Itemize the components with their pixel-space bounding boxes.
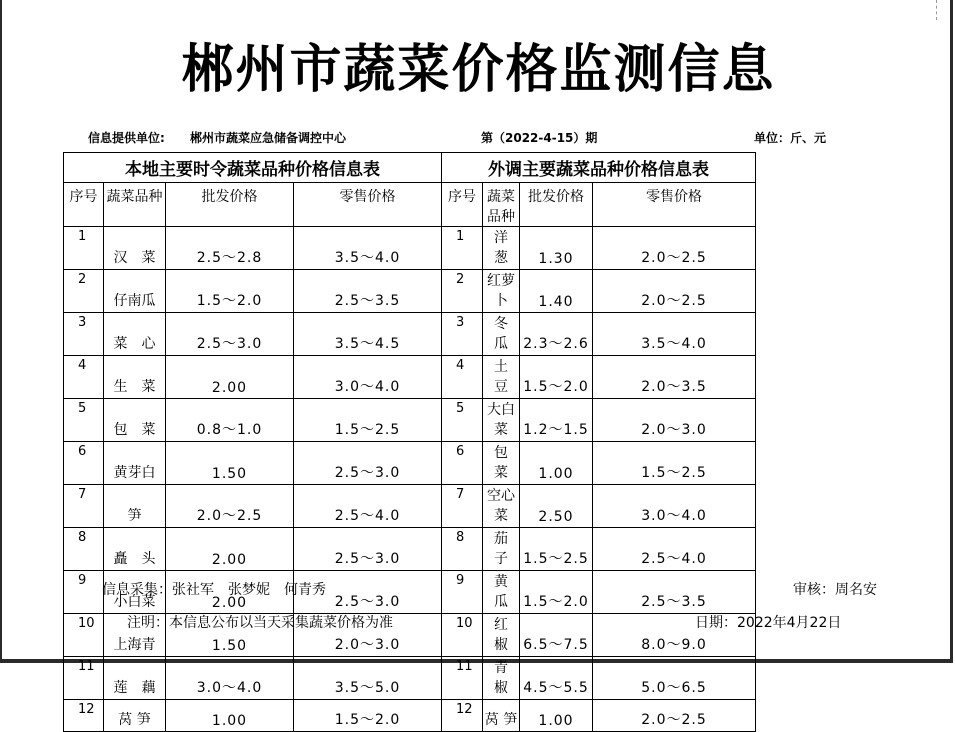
local-vegetable-name: 莴 笋 (104, 700, 166, 732)
external-retail-price: 2.5～3.5 (593, 571, 756, 614)
external-row-number: 5 (442, 399, 483, 442)
local-wholesale-price: 2.00 (166, 356, 294, 399)
local-vegetable-name: 菜 心 (104, 313, 166, 356)
external-row-number: 4 (442, 356, 483, 399)
external-table-title: 外调主要蔬菜品种价格信息表 (442, 153, 756, 183)
local-retail-price: 2.5～3.0 (294, 442, 442, 485)
local-row-number: 2 (64, 270, 104, 313)
external-wholesale-price: 1.40 (520, 270, 593, 313)
external-wholesale-price: 1.30 (520, 227, 593, 270)
note-line: 注明：本信息公布以当天采集蔬菜价格为准 (127, 615, 393, 631)
local-wholesale-price: 2.0～2.5 (166, 485, 294, 528)
external-row-number: 11 (442, 657, 483, 700)
local-retail-price: 2.0～3.0 (294, 614, 442, 657)
local-vegetable-name: 莲 藕 (104, 657, 166, 700)
local-wholesale-price: 0.8～1.0 (166, 399, 294, 442)
local-retail-price: 2.5～3.0 (294, 528, 442, 571)
external-wholesale-price: 1.5～2.0 (520, 356, 593, 399)
external-wholesale-price: 1.5～2.0 (520, 571, 593, 614)
external-wholesale-price: 2.50 (520, 485, 593, 528)
header-no: 序号 (64, 183, 104, 227)
external-retail-price: 1.5～2.5 (593, 442, 756, 485)
local-retail-price: 1.5～2.0 (294, 700, 442, 732)
local-retail-price: 3.5～4.5 (294, 313, 442, 356)
external-retail-price: 2.5～4.0 (593, 528, 756, 571)
external-vegetable-name: 黄 瓜 (483, 571, 520, 614)
local-retail-price: 2.5～3.0 (294, 571, 442, 614)
local-vegetable-name: 矗 头 (104, 528, 166, 571)
provider-label: 信息提供单位: (88, 131, 165, 145)
local-row-number: 1 (64, 227, 104, 270)
table-row (64, 657, 908, 700)
reviewer-line: 审核：周名安 (793, 582, 877, 598)
external-row-number: 3 (442, 313, 483, 356)
table-row (64, 528, 908, 571)
page-break-line (936, 0, 937, 20)
external-row-number: 6 (442, 442, 483, 485)
external-retail-price: 2.0～2.5 (593, 270, 756, 313)
external-row-number: 2 (442, 270, 483, 313)
local-retail-price: 3.5～5.0 (294, 657, 442, 700)
header-retail: 零售价格 (593, 183, 756, 227)
table-row (64, 485, 908, 528)
table-row (64, 270, 908, 313)
local-row-number: 11 (64, 657, 104, 700)
header-retail: 零售价格 (294, 183, 442, 227)
external-wholesale-price: 2.3～2.6 (520, 313, 593, 356)
local-wholesale-price: 2.5～2.8 (166, 227, 294, 270)
local-vegetable-name: 仔南瓜 (104, 270, 166, 313)
local-retail-price: 2.5～4.0 (294, 485, 442, 528)
local-table-title: 本地主要时令蔬菜品种价格信息表 (64, 153, 442, 183)
external-retail-price: 2.0～2.5 (593, 700, 756, 732)
external-row-number: 7 (442, 485, 483, 528)
local-row-number: 6 (64, 442, 104, 485)
local-vegetable-name: 黄芽白 (104, 442, 166, 485)
external-row-number: 12 (442, 700, 483, 732)
external-retail-price: 5.0～6.5 (593, 657, 756, 700)
external-wholesale-price: 4.5～5.5 (520, 657, 593, 700)
table-body (64, 227, 908, 732)
local-vegetable-name: 汉 菜 (104, 227, 166, 270)
local-wholesale-price: 2.5～3.0 (166, 313, 294, 356)
price-table (63, 152, 908, 732)
external-retail-price: 3.0～4.0 (593, 485, 756, 528)
local-vegetable-name: 包 菜 (104, 399, 166, 442)
external-vegetable-name: 空心菜 (483, 485, 520, 528)
header-wholesale: 批发价格 (520, 183, 593, 227)
local-row-number: 10 (64, 614, 104, 657)
document-title: 郴州市蔬菜价格监测信息 (181, 40, 776, 100)
table-row (64, 227, 908, 270)
external-vegetable-name: 青 椒 (483, 657, 520, 700)
external-vegetable-name: 冬 瓜 (483, 313, 520, 356)
external-row-number: 10 (442, 614, 483, 657)
external-retail-price: 2.0～3.5 (593, 356, 756, 399)
local-retail-price: 3.5～4.0 (294, 227, 442, 270)
external-wholesale-price: 1.00 (520, 700, 593, 732)
external-vegetable-name: 红 椒 (483, 614, 520, 657)
issue-number: 第（2022-4-15）期 (481, 131, 598, 145)
header-wholesale: 批发价格 (166, 183, 294, 227)
local-row-number: 3 (64, 313, 104, 356)
local-row-number: 8 (64, 528, 104, 571)
local-vegetable-name: 生 菜 (104, 356, 166, 399)
local-wholesale-price: 3.0～4.0 (166, 657, 294, 700)
table-row (64, 399, 908, 442)
local-wholesale-price: 1.5～2.0 (166, 270, 294, 313)
header-name: 蔬菜品种 (483, 183, 520, 227)
external-wholesale-price: 1.5～2.5 (520, 528, 593, 571)
local-row-number: 7 (64, 485, 104, 528)
header-no: 序号 (442, 183, 483, 227)
local-wholesale-price: 1.00 (166, 700, 294, 732)
local-row-number: 5 (64, 399, 104, 442)
collector-line: 信息采集：张社军 张梦妮 何青秀 (102, 582, 326, 598)
local-row-number: 4 (64, 356, 104, 399)
provider-value: 郴州市蔬菜应急储备调控中心 (190, 131, 347, 145)
table-row (64, 700, 908, 732)
external-vegetable-name: 大白菜 (483, 399, 520, 442)
external-retail-price: 2.0～2.5 (593, 227, 756, 270)
local-wholesale-price: 2.00 (166, 571, 294, 614)
local-vegetable-name: 上海青 (104, 614, 166, 657)
external-vegetable-name: 洋 葱 (483, 227, 520, 270)
local-retail-price: 3.0～4.0 (294, 356, 442, 399)
table-row (64, 442, 908, 485)
external-vegetable-name: 红萝卜 (483, 270, 520, 313)
local-vegetable-name: 小白菜 (104, 571, 166, 614)
external-vegetable-name: 莴 笋 (483, 700, 520, 732)
local-wholesale-price: 1.50 (166, 442, 294, 485)
external-wholesale-price: 1.00 (520, 442, 593, 485)
external-wholesale-price: 1.2～1.5 (520, 399, 593, 442)
external-row-number: 1 (442, 227, 483, 270)
local-wholesale-price: 2.00 (166, 528, 294, 571)
header-name: 蔬菜品种 (104, 183, 166, 227)
external-vegetable-name: 茄 子 (483, 528, 520, 571)
local-retail-price: 2.5～3.5 (294, 270, 442, 313)
external-retail-price: 3.5～4.0 (593, 313, 756, 356)
local-vegetable-name: 笋 (104, 485, 166, 528)
unit-label: 单位：斤、元 (754, 131, 827, 145)
date-line: 日期：2022年4月22日 (695, 615, 842, 631)
local-row-number: 12 (64, 700, 104, 732)
local-retail-price: 1.5～2.5 (294, 399, 442, 442)
external-row-number: 9 (442, 571, 483, 614)
external-vegetable-name: 土 豆 (483, 356, 520, 399)
external-retail-price: 2.0～3.0 (593, 399, 756, 442)
external-vegetable-name: 包 菜 (483, 442, 520, 485)
table-row (64, 313, 908, 356)
local-row-number: 9 (64, 571, 104, 614)
external-retail-price: 8.0～9.0 (593, 614, 756, 657)
external-wholesale-price: 6.5～7.5 (520, 614, 593, 657)
external-row-number: 8 (442, 528, 483, 571)
table-row (64, 356, 908, 399)
local-wholesale-price: 1.50 (166, 614, 294, 657)
